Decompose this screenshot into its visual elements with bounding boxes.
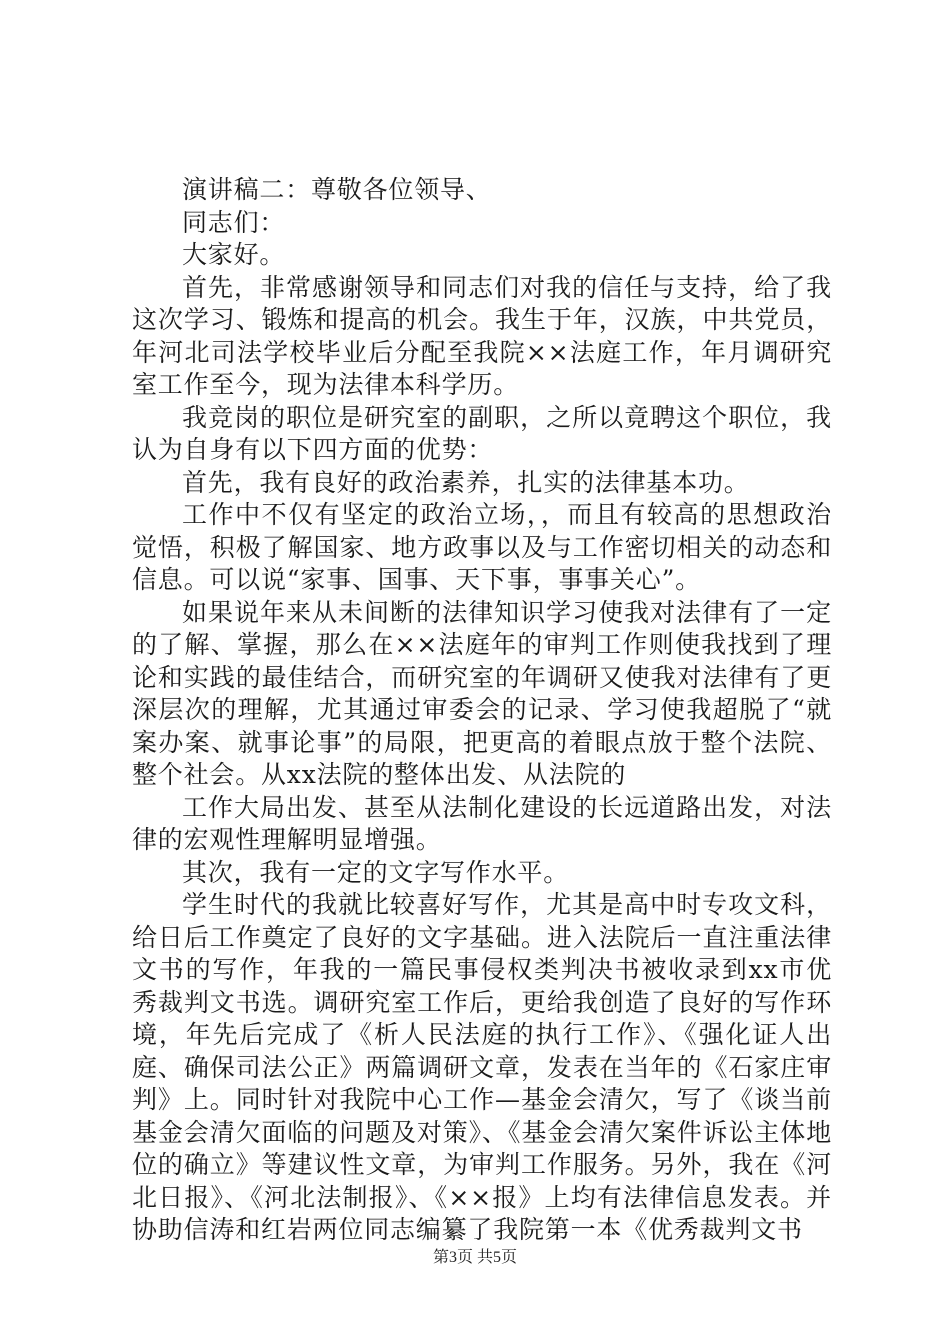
paragraph-political-stance: 工作中不仅有坚定的政治立场，，而且有较高的思想政治觉悟，积极了解国家、地方政事以及与工作密切相关的动态和信息。可以说“家事、国事、天下事，事事关心”。 [132, 500, 832, 594]
paragraph-writing-experience: 学生时代的我就比较喜好写作，尤其是高中时专攻文科，给日后工作奠定了良好的文字基础。进入法院后一直注重法律文书的写作，年我的一篇民事侵权类判决书被收录到xx市优秀裁判文书选。调研究室工作后，更给我创造了良好的写作环境，年先后完成了《析人民法庭的执行工作》、《强化证人出庭、确保司法公正》两篇调研文章，发表在当年的《石家庄审判》上。同时针对我院中心工作—基金会清欠，写了《谈当前基金会清欠面临的问题及对策》、《基金会清欠案件诉讼主体地位的确立》等建议性文章，为审判工作服务。另外，我在《河北日报》、《河北法制报》、《××报》上均有法律信息发表。并协助信涛和红岩两位同志编纂了我院第一本《优秀裁判文书 [132, 890, 832, 1244]
paragraph-legal-study: 如果说年来从未间断的法律知识学习使我对法律有了一定的了解、掌握，那么在××法庭年的审判工作则使我找到了理论和实践的最佳结合，而研究室的年调研又使我对法律有了更深层次的理解，尤其通过审委会的记录、学习使我超脱了“就案办案、就事论事”的局限，把更高的着眼点放于整个法院、整个社会。从xx法院的整体出发、从法院的 [132, 597, 832, 789]
paragraph-introduction: 首先，非常感谢领导和同志们对我的信任与支持，给了我这次学习、锻炼和提高的机会。我生于年，汉族，中共党员，年河北司法学校毕业后分配至我院××法庭工作，年月调研究室工作至今，现为法律本科学历。 [132, 272, 832, 399]
page-footer: 第3页 共5页 [432, 1249, 517, 1266]
paragraph-greeting: 大家好。 [182, 240, 286, 269]
paragraph-position: 我竞岗的职位是研究室的副职，之所以竟聘这个职位，我认为自身有以下四方面的优势： [132, 402, 832, 464]
paragraph-first-point: 首先，我有良好的政治素养，扎实的法律基本功。 [182, 467, 750, 497]
document-body [132, 174, 832, 1247]
paragraph-heading: 演讲稿二：尊敬各位领导、 [182, 175, 492, 204]
paragraph-salutation: 同志们： [182, 207, 286, 237]
paragraph-second-point: 其次，我有一定的文字写作水平。 [182, 857, 570, 887]
paragraph-overall-view: 工作大局出发、甚至从法制化建设的长远道路出发，对法律的宏观性理解明显增强。 [132, 792, 832, 854]
